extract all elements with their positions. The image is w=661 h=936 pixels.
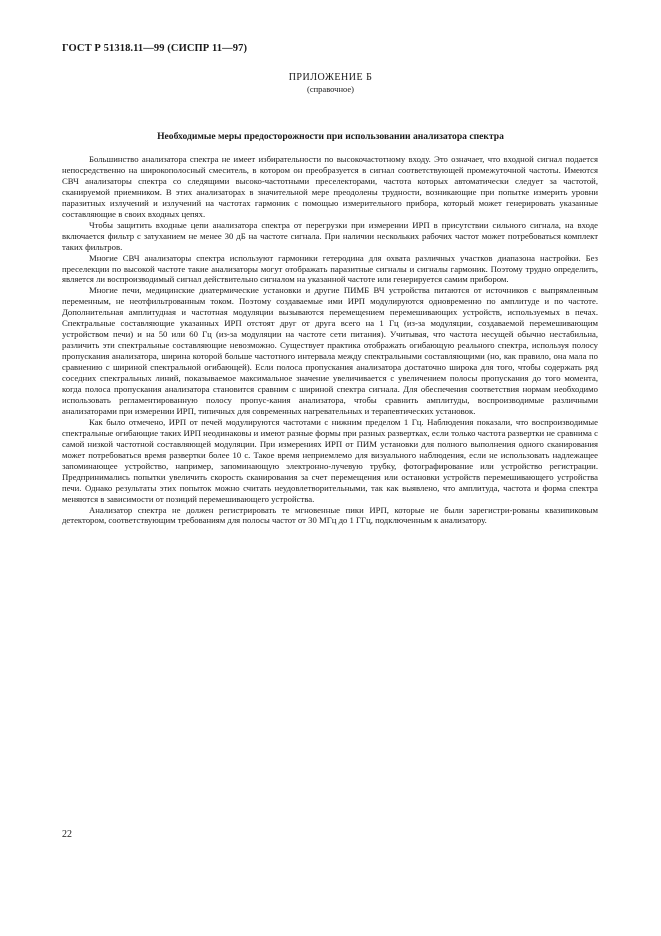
paragraph: Многие печи, медицинские диатермические установки и другие ПИМБ ВЧ устройства питаются от источников с выпрямленным переменным, не неотфильтрованным током. Поэтому создаваемые ими ИРП модулируются одновременно по амплитуде и по частоте. Дополнительная амплитудная и частотная модуляции вызываются перемещением перемешивающих устройств, используемых в печах. Спектральные составляющие указанных ИРП отстоят друг от друга всего на 1 Гц (из-за модуляции, создаваемой перемешивающим устройством печи) и на 50 или 60 Гц (из-за модуляции на частоте сети питания). Учитывая, что частота несущей обычно нестабильна, различить эти спектральные составляющие невозможно. Существует практика отображать огибающую реального спектра, используя полосу пропускания анализатора, ширина которой больше частотного интервала между спектральными составляющими (но, как правило, она мала по сравнению с шириной спектральной огибающей). Если полоса пропускания анализатора достаточно широка для того, чтобы содержать ряд соседних спектральных линий, показываемое максимальное значение увеличивается с увеличением полосы пропускания до того момента, когда полоса пропускания анализатора становится сравним с шириной спектра сигнала. Для обеспечения соответствия нормам необходимо использовать регламентированную полосу пропус-кания анализатора, чтобы сравнить амплитуды, воспроизводимые различными анализаторами при измерении ИРП, типичных для современных нагревательных и терапевтических установок. [62, 285, 598, 416]
standard-header: ГОСТ Р 51318.11—99 (СИСПР 11—97) [62, 43, 248, 54]
body-text [62, 154, 598, 526]
appendix-subtitle: (справочное) [307, 84, 354, 94]
section-title: Необходимые меры предосторожности при использовании анализатора спектра [157, 131, 504, 142]
paragraph: Многие СВЧ анализаторы спектра используют гармоники гетеродина для охвата различных участков диапазона настройки. Без преселекции по высокой частоте такие анализаторы могут отображать паразитные сигналы и сигналы гармоник. Поэтому трудно определить, является ли воспроизводимый сигнал действительно сигналом на указанной частоте или генерируется самим прибором. [62, 252, 598, 285]
paragraph: Большинство анализатора спектра не имеет избирательности по высокочастотному входу. Это означает, что входной сигнал подается непосредственно на широкополосный смеситель, в котором он преобразуется в сигнал соответствующей промежуточной частоты. Имеются СВЧ анализаторы спектра со следящими высоко-частотными преселекторами, частота которых автоматически следует за частотой, сканируемой приемником. В этих анализаторах в значительной мере преодолены трудности, возникающие при попытке измерить уровни паразитных излучений и излучений на частотах гармоник с помощью измерительного прибора, который может генерировать указанные составляющие в своих входных цепях. [62, 154, 598, 219]
paragraph: Чтобы защитить входные цепи анализатора спектра от перегрузки при измерении ИРП в присутствии сильного сигнала, на входе включается фильтр с затуханием не менее 30 дБ на частоте сигнала. При наличии нескольких рабочих частот может потребоваться комплект таких фильтров. [62, 219, 598, 252]
paragraph: Как было отмечено, ИРП от печей модулируются частотами с нижним пределом 1 Гц. Наблюдения показали, что воспроизводимые спектральные огибающие таких ИРП неодинаковы и имеют разные формы при разных развертках, если только частота развертки не сравнима с самой низкой частотной составляющей модуляции. При измерениях ИРП от ПИМ установки для полного выполнения одного сканирования может потребоваться время развертки более 10 с. Такое время неприемлемо для визуального наблюдения, если не использовать надлежащее запоминающее устройство, например, запоминающую электронно-лучевую трубку, фотографирование или устройство регистрации. Предпринимались попытки увеличить скорость сканирования за счет перемещения или остановки устройств перемешивающего устройства печи. Однако результаты этих попыток можно считать неудовлетворительными, так как выявлено, что амплитуда, частота и форма спектра меняются в зависимости от позиций перемешивающего устройства. [62, 416, 598, 504]
page-number: 22 [62, 829, 72, 840]
paragraph: Анализатор спектра не должен регистрировать те мгновенные пики ИРП, которые не были зарегистри-рованы квазипиковым детектором, соответствующим требованиям для полосы частот от 30 МГц до 1 ГГц, подключенным к анализатору. [62, 504, 598, 526]
appendix-title: ПРИЛОЖЕНИЕ Б [288, 72, 373, 83]
